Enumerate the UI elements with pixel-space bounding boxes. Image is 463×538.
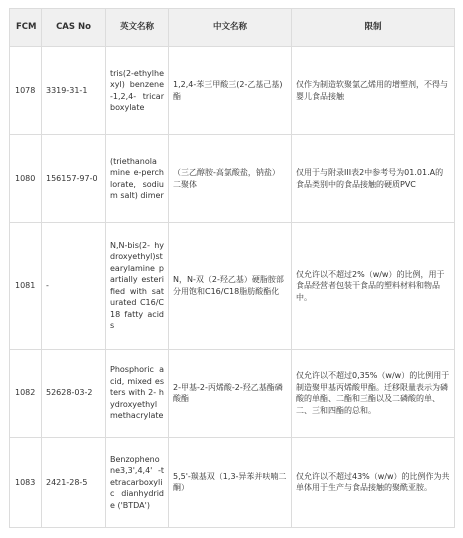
cell-cas: 52628-03-2	[42, 349, 106, 437]
cell-restriction: 仅允许以不超过2%（w/w）的比例，用于食品经营者包装干食品的塑料材料和物品中。	[292, 223, 455, 349]
header-restriction: 限制	[292, 9, 455, 47]
regulation-table-container	[9, 8, 454, 528]
cell-english: Benzophenone3,3',4,4' -tetracarboxylic dianhydride ('BTDA')	[106, 437, 169, 527]
cell-fcm: 1083	[10, 437, 42, 527]
cell-fcm: 1081	[10, 223, 42, 349]
cell-restriction: 仅允许以不超过0,35%（w/w）的比例用于制造聚甲基丙烯酸甲酯。迁移限量表示为磷酸的单酯、二酯和三酯以及二磷酸的单、二、三和四酯的总和。	[292, 349, 455, 437]
table-row	[10, 349, 455, 437]
header-english-name: 英文名称	[106, 9, 169, 47]
cell-restriction: 仅用于与附录III表2中参考号为01.01.A的食品类别中的食品接触的硬质PVC	[292, 135, 455, 223]
cell-english: (triethanolamine e-perchlorate, sodium salt) dimer	[106, 135, 169, 223]
cell-english: tris(2-ethylhexyl) benzene-1,2,4- tricarboxylate	[106, 47, 169, 135]
cell-restriction: 仅允许以不超过43%（w/w）的比例作为共单体用于生产与食品接触的聚酰亚胺。	[292, 437, 455, 527]
table-row	[10, 223, 455, 349]
header-cas-no: CAS No	[42, 9, 106, 47]
cell-restriction: 仅作为制造软聚氯乙烯用的增塑剂，不得与婴儿食品接触	[292, 47, 455, 135]
header-chinese-name: 中文名称	[169, 9, 292, 47]
cell-cas: -	[42, 223, 106, 349]
regulation-table	[9, 8, 455, 528]
table-row	[10, 47, 455, 135]
table-row	[10, 135, 455, 223]
table-row	[10, 437, 455, 527]
cell-cas: 2421-28-5	[42, 437, 106, 527]
cell-english: N,N-bis(2- hydroxyethyl)st earylamine partially esterified with saturated C16/C18 fatty acids	[106, 223, 169, 349]
cell-fcm: 1078	[10, 47, 42, 135]
cell-english: Phosphoric acid, mixed esters with 2- hydroxyethyl methacrylate	[106, 349, 169, 437]
cell-chinese: 5,5'-羰基双（1,3-异苯并呋喃二酮）	[169, 437, 292, 527]
cell-chinese: （三乙醇胺-高氯酸盐，钠盐）二聚体	[169, 135, 292, 223]
cell-chinese: N，N-双（2-羟乙基）硬脂胺部分用饱和C16/C18脂肪酸酯化	[169, 223, 292, 349]
cell-fcm: 1082	[10, 349, 42, 437]
cell-cas: 156157-97-0	[42, 135, 106, 223]
cell-chinese: 2-甲基-2-丙烯酸-2-羟乙基酯磷酸酯	[169, 349, 292, 437]
header-row	[10, 9, 455, 47]
cell-fcm: 1080	[10, 135, 42, 223]
cell-chinese: 1,2,4-苯三甲酸三(2-乙基己基)酯	[169, 47, 292, 135]
header-fcm: FCM	[10, 9, 42, 47]
cell-cas: 3319-31-1	[42, 47, 106, 135]
